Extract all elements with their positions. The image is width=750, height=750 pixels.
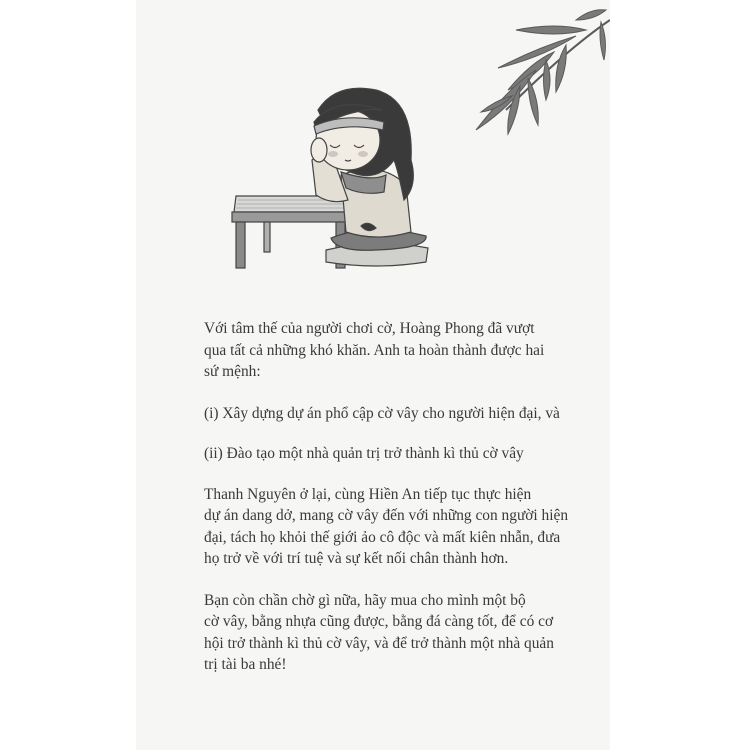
text-line: dự án dang dở, mang cờ vây đến với những con người hiện [204,507,569,524]
paragraph-1 [204,318,604,383]
text-line: cờ vây, bằng nhựa cũng được, bằng đá càng tốt, để có cơ [204,613,554,630]
list-item: (ii) Đào tạo một nhà quản trị trở thành kì thủ cờ vây [204,445,524,462]
text-line: hội trở thành kì thủ cờ vây, và để trở thành một nhà quản [204,634,554,652]
text-line: Bạn còn chần chờ gì nữa, hãy mua cho mình một bộ [204,591,526,609]
text-line: sứ mệnh: [204,363,261,380]
bamboo-leaves-icon [476,10,610,134]
illustration [136,0,610,285]
body-text [204,318,604,696]
list-item: (i) Xây dựng dự án phổ cập cờ vây cho người hiện đại, và [204,404,560,422]
book-page [136,0,610,750]
text-line: qua tất cả những khó khăn. Anh ta hoàn thành được hai [204,341,545,359]
text-line: trị tài ba nhé! [204,656,287,673]
text-line: đại, tách họ khỏi thế giới ảo cô độc và mất kiên nhẫn, đưa [204,528,561,546]
text-line: Thanh Nguyên ở lại, cùng Hiền An tiếp tục thực hiện [204,485,532,503]
girl-meditating-icon [311,88,428,266]
paragraph-2 [204,484,604,570]
text-line: Với tâm thế của người chơi cờ, Hoàng Phong đã vượt [204,320,535,337]
text-line: họ trở về với trí tuệ và sự kết nối chân thành hơn. [204,550,509,567]
paragraph-3 [204,590,604,676]
